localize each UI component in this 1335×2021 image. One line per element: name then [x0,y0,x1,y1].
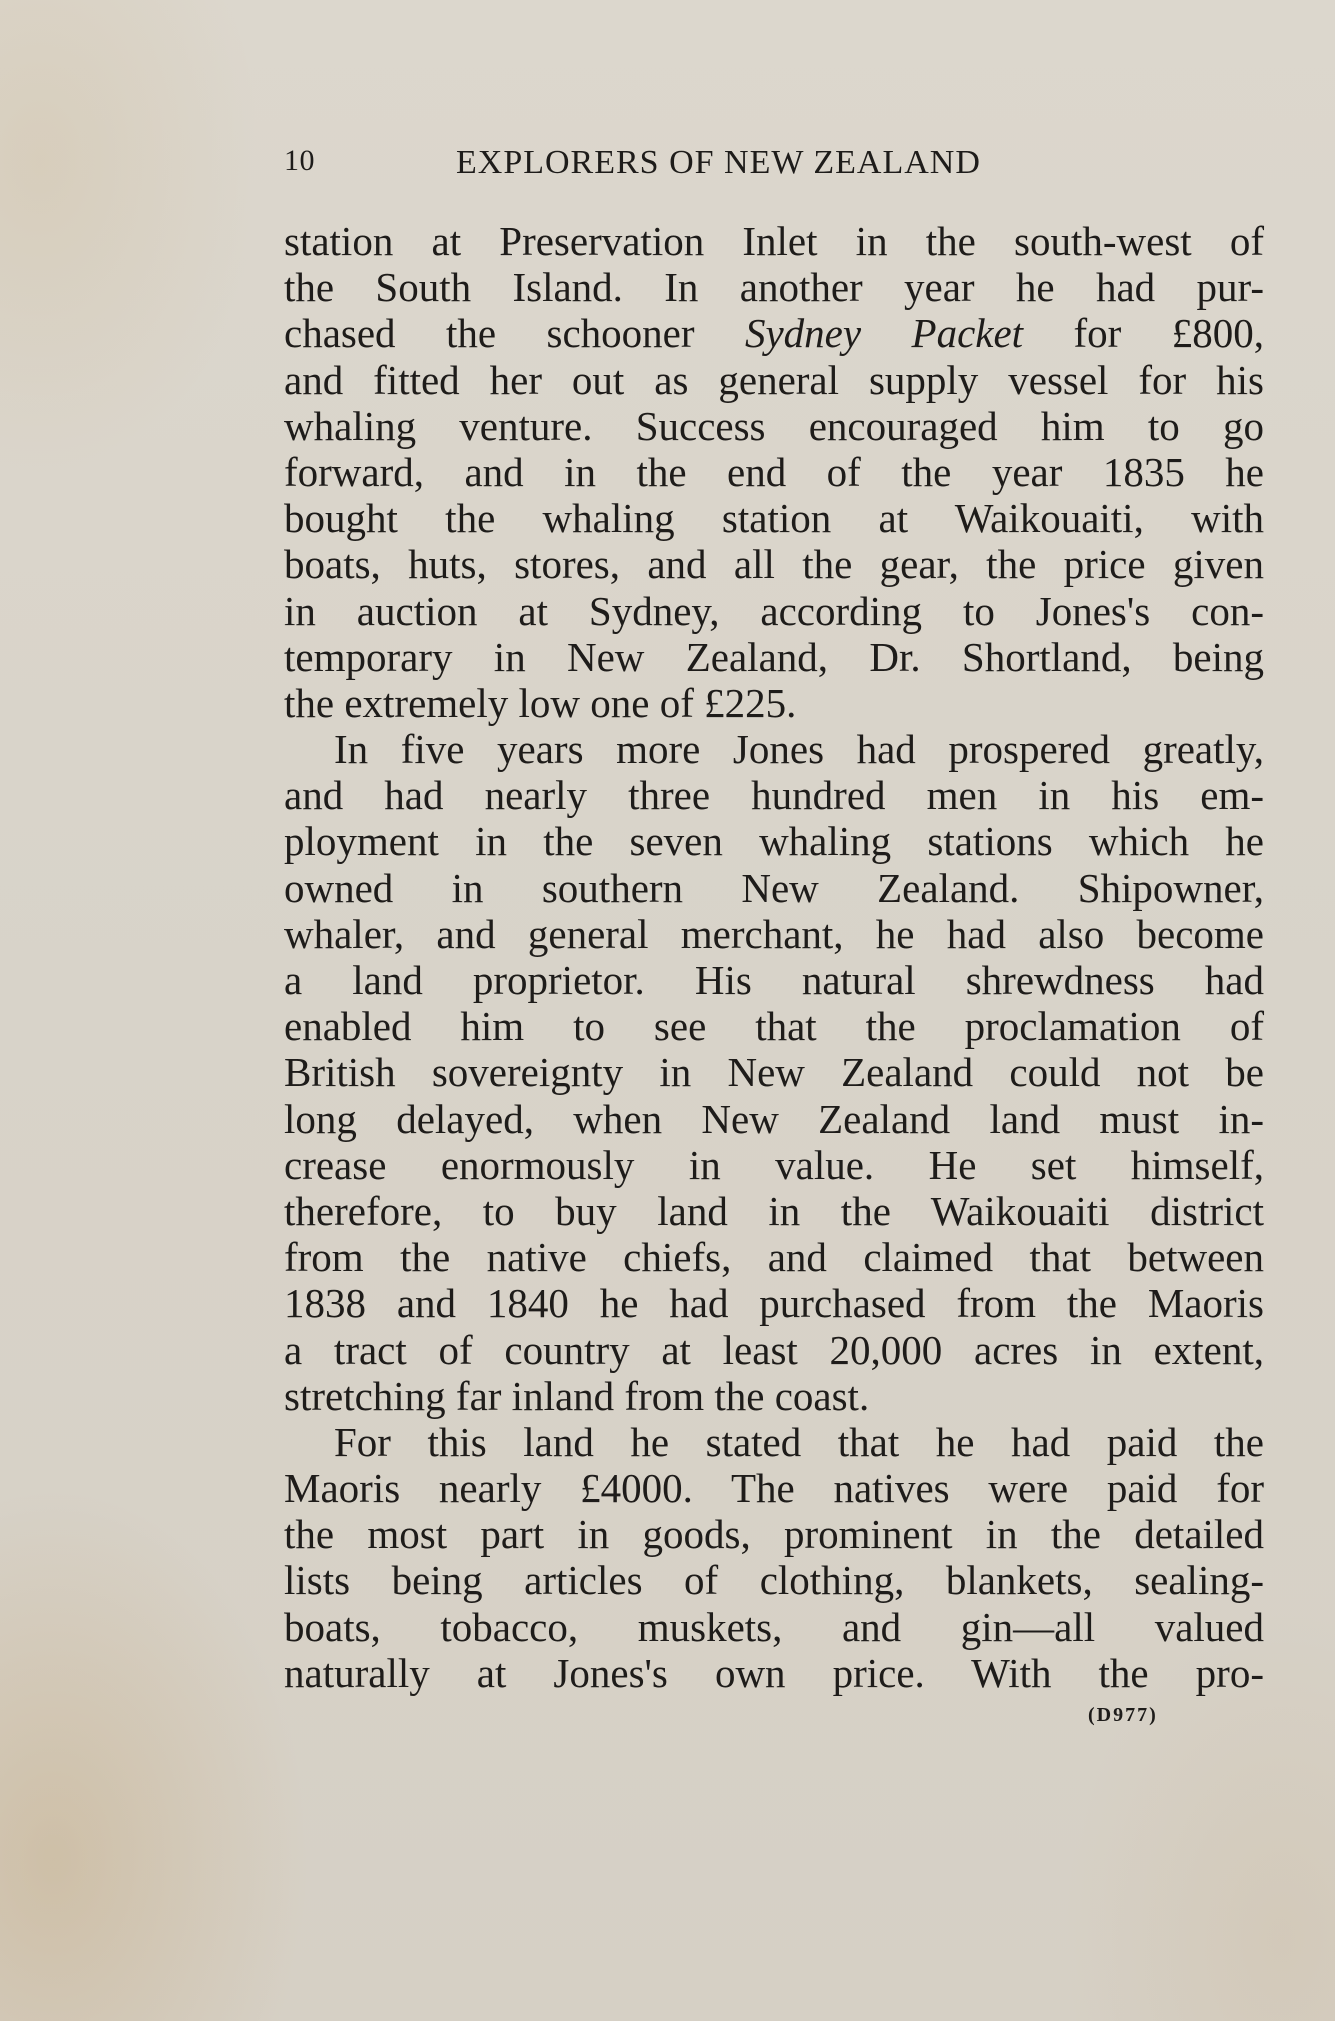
text-line: whaling venture. Success encouraged him to go [284,402,1264,449]
text-segment: for £800, [1023,310,1265,357]
text-line: temporary in New Zealand, Dr. Shortland, being [284,633,1264,680]
page-header [284,144,1264,192]
text-line: Maoris nearly £4000. The natives were paid for [284,1465,1264,1512]
text-line: long delayed, when New Zealand land must in- [284,1095,1264,1142]
running-title: EXPLORERS OF NEW ZEALAND [456,144,981,181]
text-line-with-ship-name [284,310,1264,356]
text-line: the most part in goods, prominent in the detailed [284,1511,1264,1558]
text-line: lists being articles of clothing, blankets, sealing- [284,1557,1264,1604]
paragraph-start-line: In five years more Jones had prospered greatly, [334,726,1264,773]
printer-signature-mark: (D977) [1088,1704,1158,1726]
text-line: the South Island. In another year he had pur- [284,264,1264,311]
text-line: forward, and in the end of the year 1835 he [284,448,1264,495]
text-line: a land proprietor. His natural shrewdness had [284,957,1264,1003]
text-line: whaler, and general merchant, he had also become [284,910,1264,957]
text-line: and had nearly three hundred men in his em- [284,772,1264,819]
paragraph-end-line: stretching far inland from the coast. [284,1372,870,1419]
paragraph-start-line: For this land he stated that he had paid the [334,1418,1264,1465]
text-line: ployment in the seven whaling stations which he [284,818,1264,865]
text-line: boats, huts, stores, and all the gear, the price given [284,541,1264,588]
text-line: therefore, to buy land in the Waikouaiti district [284,1187,1264,1234]
text-line: station at Preservation Inlet in the south-west of [284,218,1264,264]
paragraph-end-line: the extremely low one of £225. [284,679,797,726]
text-line: owned in southern New Zealand. Shipowner, [284,864,1264,911]
body-text [284,218,1264,1696]
text-segment: chased the schooner [284,310,745,357]
text-line: crease enormously in value. He set himself, [284,1141,1264,1188]
text-line: enabled him to see that the proclamation of [284,1003,1264,1050]
page-number: 10 [284,144,315,177]
text-line: a tract of country at least 20,000 acres in extent, [284,1326,1264,1373]
text-line: British sovereignty in New Zealand could not be [284,1049,1264,1096]
text-line: 1838 and 1840 he had purchased from the Maoris [284,1280,1264,1327]
text-line: boats, tobacco, muskets, and gin—all valued [284,1603,1264,1650]
text-line: from the native chiefs, and claimed that between [284,1234,1264,1281]
ship-name: Sydney Packet [744,310,1024,357]
text-line: in auction at Sydney, according to Jones's con- [284,587,1264,634]
text-line: and fitted her out as general supply vessel for his [284,356,1264,403]
text-line: bought the whaling station at Waikouaiti, with [284,495,1264,542]
text-line: naturally at Jones's own price. With the pro- [284,1649,1264,1696]
